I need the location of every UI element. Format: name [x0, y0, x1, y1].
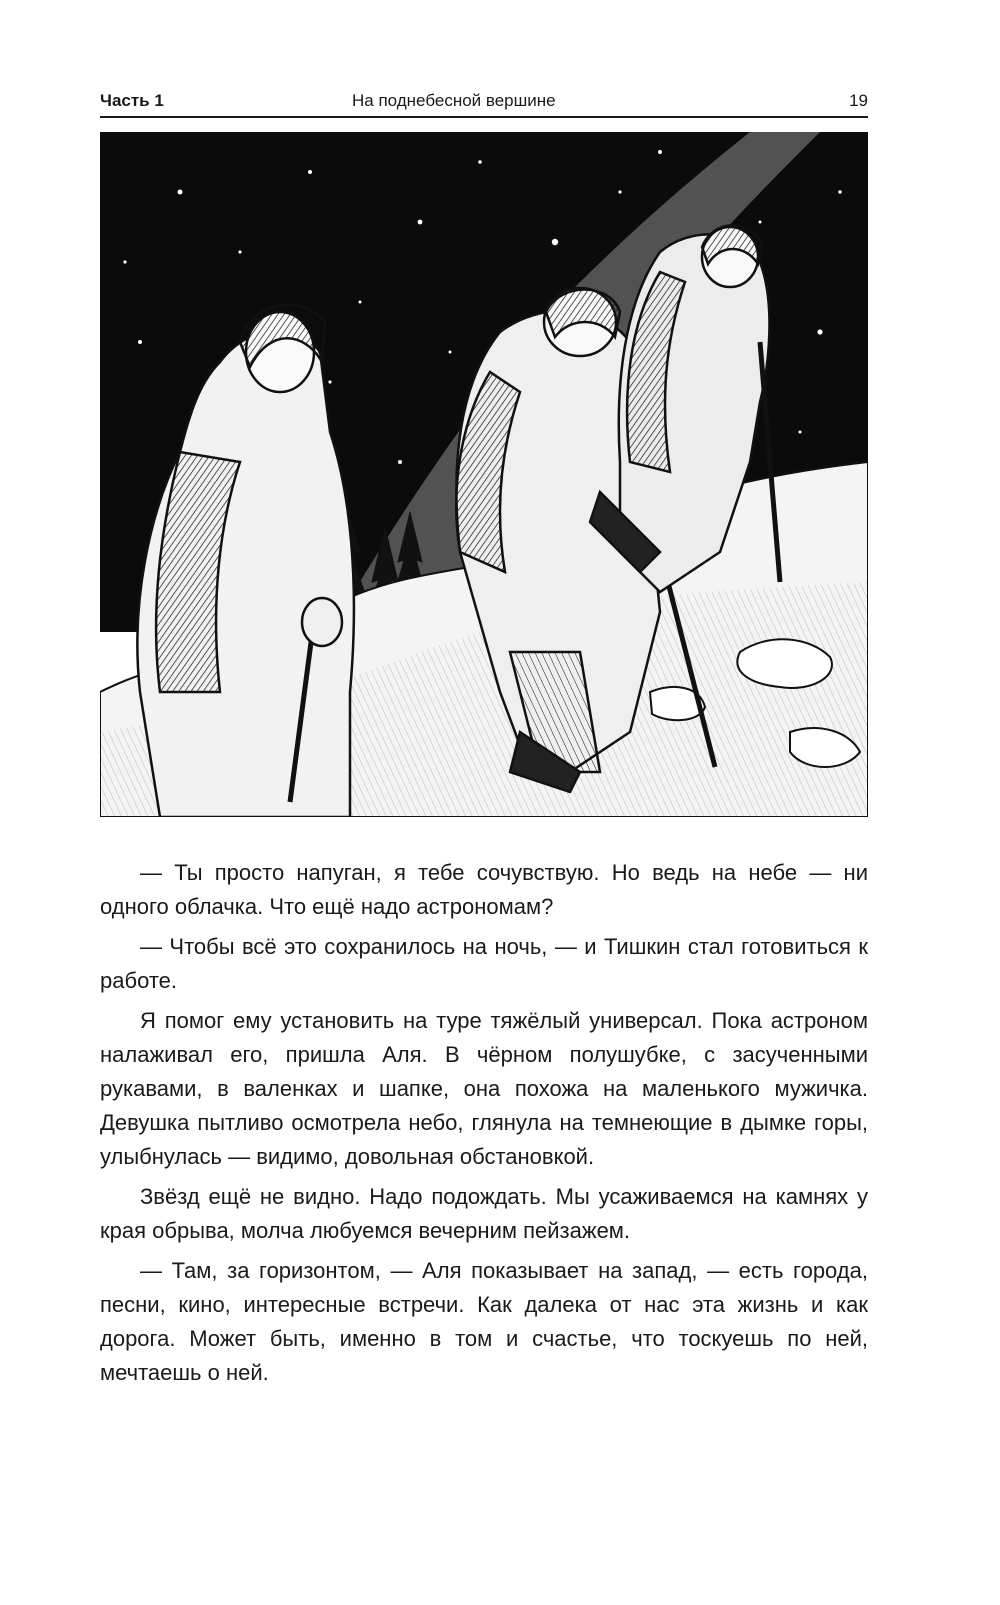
page-number: 19 — [849, 91, 868, 110]
night-climb-illustration — [100, 132, 868, 817]
paragraph: Звёзд ещё не видно. Надо подождать. Мы усаживаемся на камнях у края обрыва, молча любуемся вечерним пейзажем. — [100, 1184, 868, 1243]
body-text — [100, 856, 868, 1396]
engraving-illustration-icon — [100, 132, 868, 817]
paragraph: — Чтобы всё это сохранилось на ночь, — и Тишкин стал готовиться к работе. — [100, 934, 868, 993]
running-header — [100, 84, 868, 118]
paragraph: Я помог ему установить на туре тяжёлый универсал. Пока астроном налаживал его, пришла Аля. В чёрном полушубке, с засученными рукавами, в валенках и шапке, она похожа на маленького мужичка. Девушка пытливо осмотрела небо, глянула на темнеющие в дымке горы, улыбнулась — видимо, довольная обстановкой. — [100, 1008, 868, 1169]
paragraph: — Там, за горизонтом, — Аля показывает на запад, — есть города, песни, кино, интересные встречи. Как далека от нас эта жизнь и как дорога. Может быть, именно в том и счастье, что тоскуешь по ней, мечтаешь о ней. — [100, 1258, 868, 1385]
paragraph: — Ты просто напуган, я тебе сочувствую. Но ведь на небе — ни одного облачка. Что ещё надо астрономам? — [100, 860, 868, 919]
chapter-title: На поднебесной вершине — [352, 91, 556, 110]
part-label: Часть 1 — [100, 91, 164, 110]
